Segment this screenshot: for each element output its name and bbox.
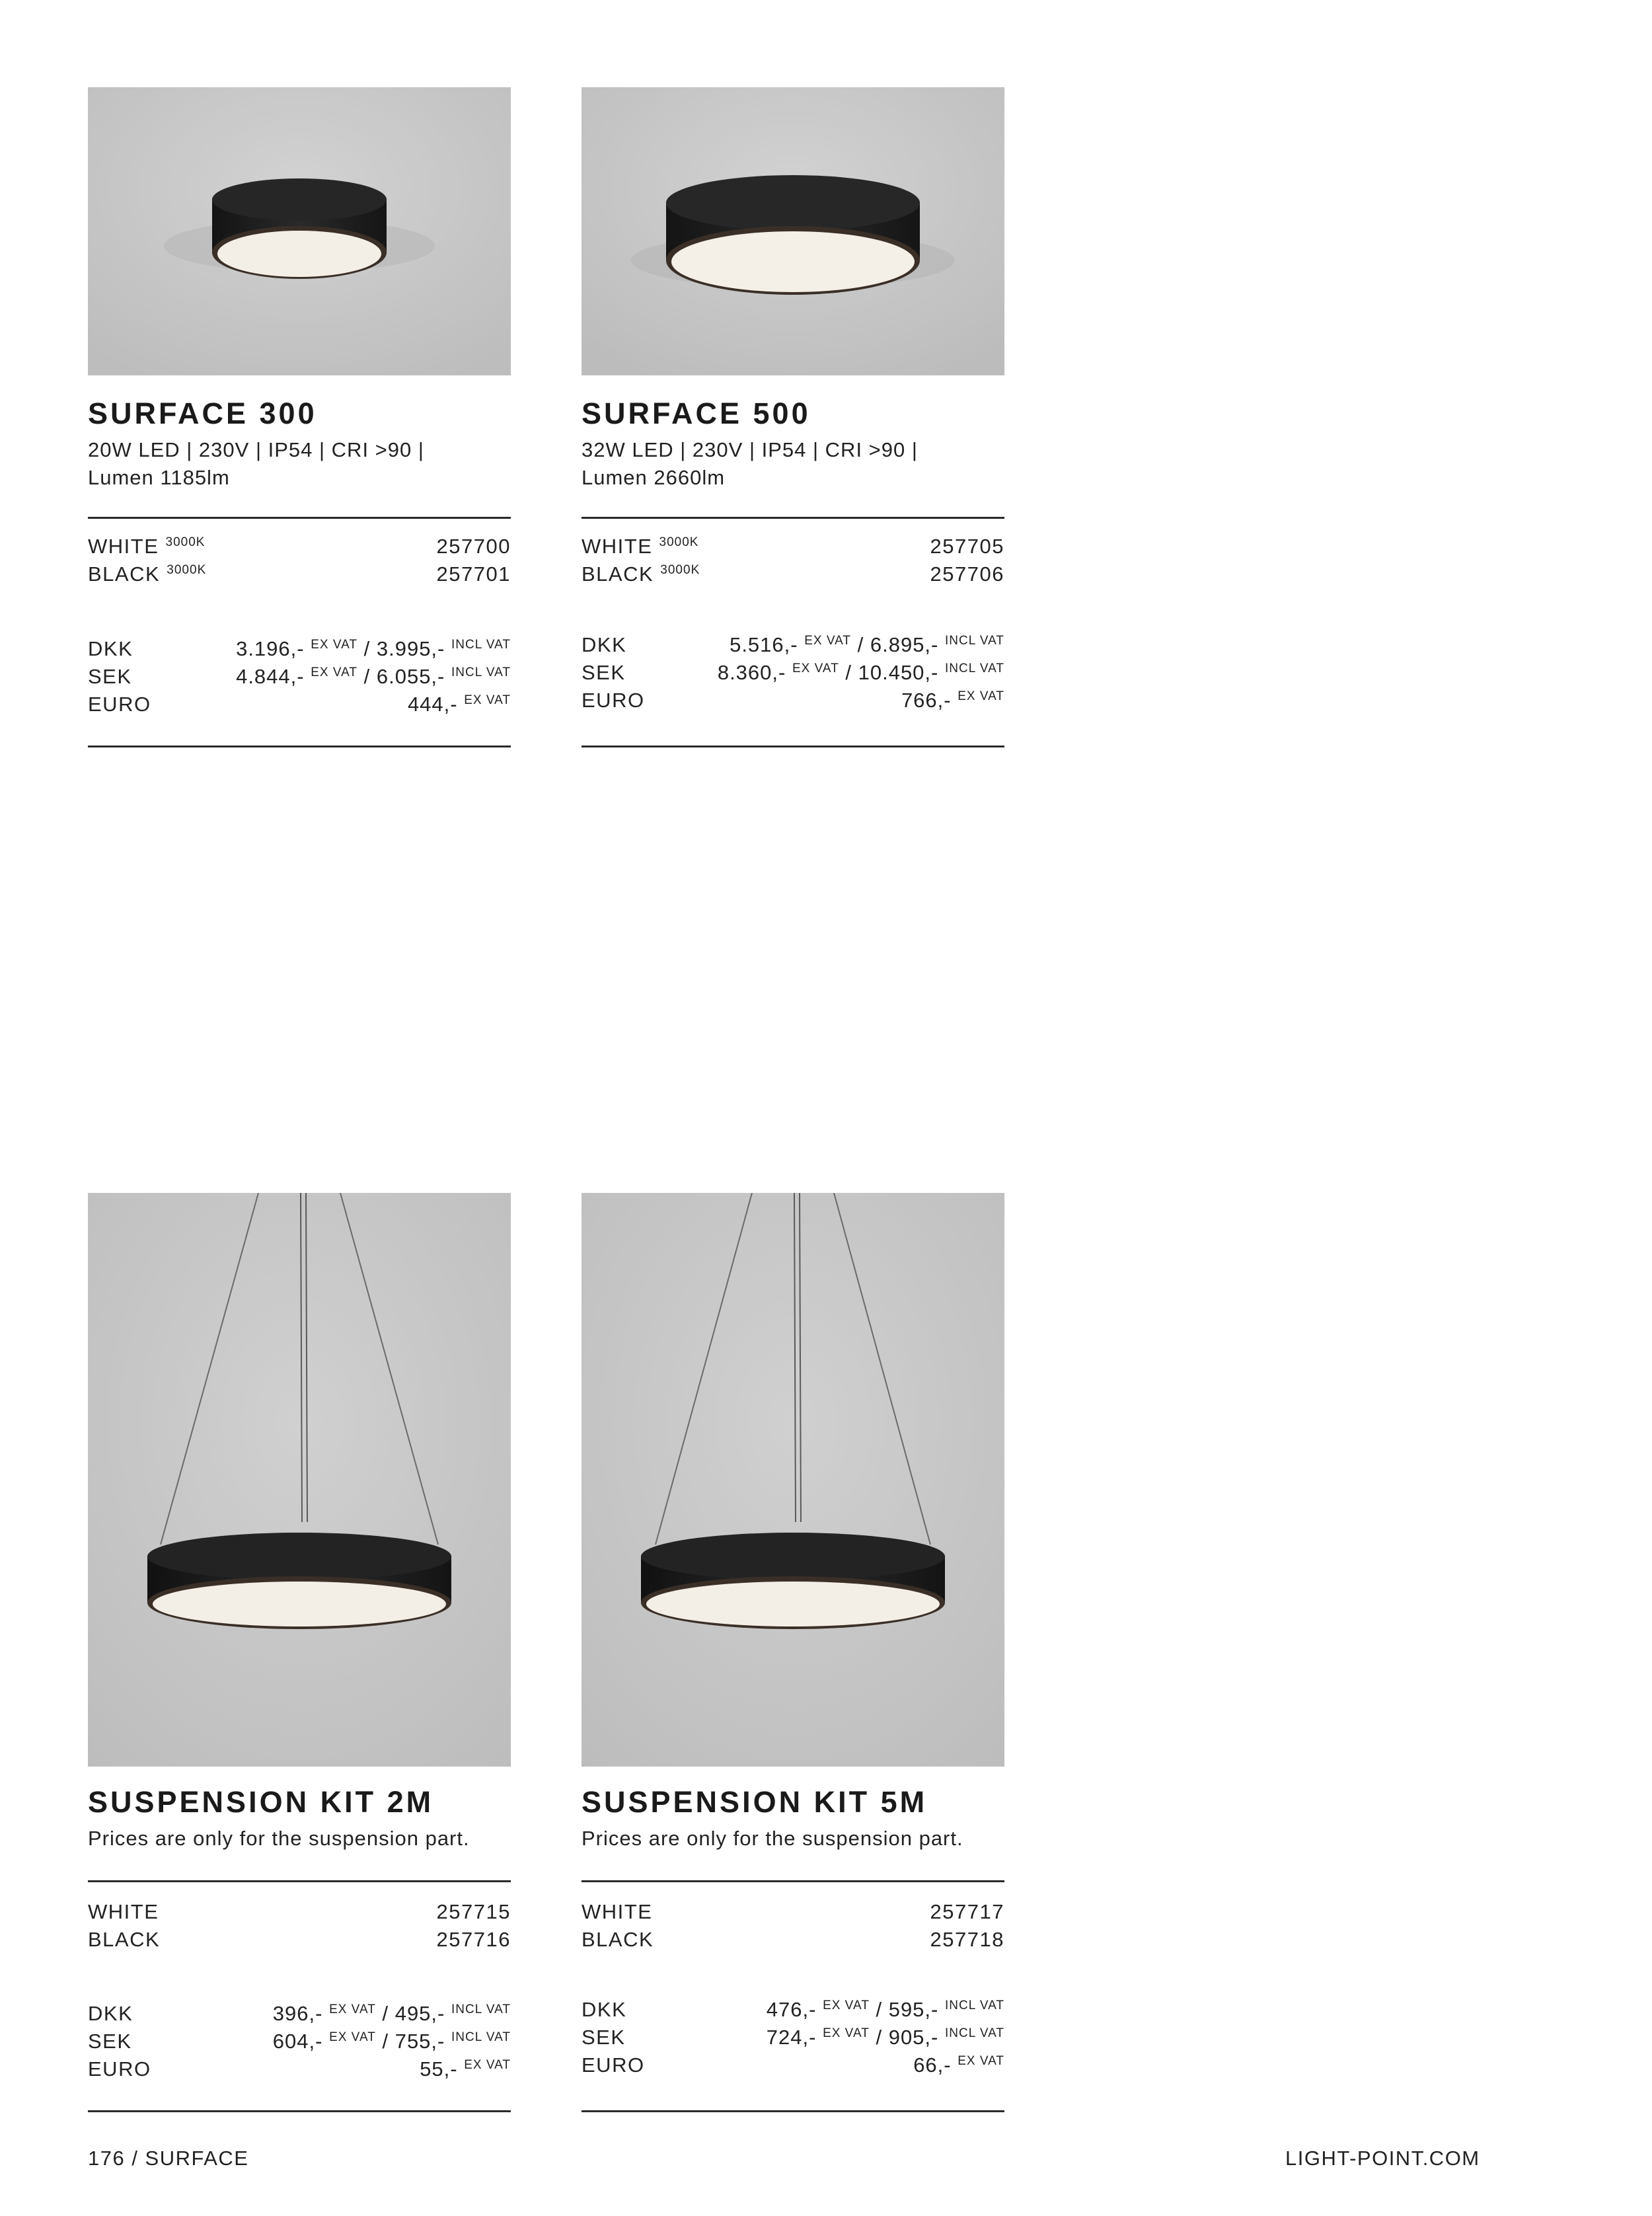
variant-row-white [582,1900,1004,1928]
price-row-euro [582,689,1004,716]
price-row-dkk [582,1998,1004,2026]
incl-vat-tag: INCL VAT [945,1999,1004,2012]
currency-label: DKK [582,1998,627,2021]
price-row-dkk [88,2002,511,2030]
variant-list [582,535,1004,590]
price-incl-vat: 6.895,- [870,633,939,656]
price-row-sek [582,661,1004,689]
variant-row-white [582,535,1004,562]
divider [88,517,511,519]
price-ex-vat: 604,- [272,2030,323,2053]
price-incl-vat: 595,- [888,1998,939,2021]
price-row-sek [582,2026,1004,2053]
price-incl-vat: 10.450,- [858,661,939,684]
price-ex-vat: 55,- [420,2057,458,2081]
ex-vat-tag: EX VAT [792,662,839,675]
incl-vat-tag: INCL VAT [451,2003,511,2016]
product-title: SUSPENSION KIT 2M [88,1785,434,1819]
product-card-surface-500 [582,87,1004,712]
divider [582,745,1004,747]
ex-vat-tag: EX VAT [823,2026,870,2040]
ex-vat-tag: EX VAT [329,2030,376,2044]
ex-vat-tag: EX VAT [804,634,851,648]
price-ex-vat: 4.844,- [236,665,305,688]
currency-label: SEK [582,661,626,684]
price-separator: / [876,2026,883,2049]
product-photo-surface-500 [582,87,1004,375]
price-row-dkk [88,637,511,665]
page-number: 176 / SURFACE [88,2147,249,2170]
product-photo-suspension-kit-5m [582,1193,1004,1767]
variant-color: WHITE [88,535,159,558]
product-specs [88,1825,511,1853]
price-separator: / [363,665,371,688]
item-number: 257705 [930,535,1004,558]
currency-label: DKK [582,633,627,656]
currency-label: EURO [582,689,645,712]
product-title: SURFACE 500 [582,397,811,430]
product-title: SURFACE 300 [88,397,317,430]
specs-line: Prices are only for the suspension part. [88,1827,470,1850]
price-ex-vat: 766,- [901,689,952,712]
price-list [88,637,511,720]
incl-vat-tag: INCL VAT [451,2030,511,2044]
price-ex-vat: 396,- [272,2002,323,2025]
ex-vat-tag: EX VAT [823,1999,870,2012]
product-card-surface-300 [88,87,511,716]
price-separator: / [382,2030,389,2053]
divider [582,1880,1004,1882]
incl-vat-tag: INCL VAT [945,662,1004,675]
specs-line: Lumen 1185lm [88,466,230,489]
currency-label: EURO [88,693,151,716]
variant-color: WHITE [582,1900,653,1923]
price-row-euro [88,693,511,720]
ex-vat-tag: EX VAT [957,689,1004,703]
price-ex-vat: 8.360,- [717,661,786,684]
item-number: 257718 [930,1928,1004,1951]
currency-label: DKK [88,637,133,660]
specs-line: Lumen 2660lm [582,466,726,489]
incl-vat-tag: INCL VAT [451,666,511,679]
variant-row-black [88,1928,511,1956]
price-ex-vat: 5.516,- [730,633,798,656]
price-ex-vat: 724,- [766,2026,817,2049]
divider [88,2110,511,2112]
variant-cct: 3000K [660,563,700,577]
ex-vat-tag: EX VAT [311,666,357,679]
item-number: 257700 [436,535,511,558]
variant-color: WHITE [88,1900,159,1923]
divider [88,1880,511,1882]
variant-color: BLACK [582,1928,654,1951]
variant-row-white [88,535,511,562]
specs-line: 20W LED | 230V | IP54 | CRI >90 | [88,438,424,461]
currency-label: EURO [582,2053,645,2077]
ex-vat-tag: EX VAT [311,638,357,652]
price-separator: / [363,637,371,660]
variant-cct: 3000K [165,535,206,549]
price-incl-vat: 495,- [394,2002,445,2025]
price-separator: / [382,2002,389,2025]
price-row-dkk [582,633,1004,661]
price-ex-vat: 66,- [913,2053,952,2077]
currency-label: SEK [88,2030,132,2053]
price-ex-vat: 444,- [407,693,458,716]
product-title: SUSPENSION KIT 5M [582,1785,928,1819]
variant-row-black [582,562,1004,590]
price-incl-vat: 6.055,- [376,665,445,688]
ex-vat-tag: EX VAT [464,693,511,707]
product-specs [88,436,511,492]
product-photo-suspension-kit-2m [88,1193,511,1767]
divider [582,2110,1004,2112]
currency-label: SEK [88,665,132,688]
item-number: 257706 [930,562,1004,586]
variant-color: BLACK [88,1928,161,1951]
price-row-euro [88,2057,511,2085]
item-number: 257717 [930,1900,1004,1923]
product-photo-surface-300 [88,87,511,375]
product-card-suspension-kit-5m [582,1193,1004,2077]
website-link[interactable]: LIGHT-POINT.COM [1285,2147,1480,2170]
price-row-sek [88,2030,511,2057]
variant-row-black [582,1928,1004,1956]
currency-label: SEK [582,2026,626,2049]
variant-cct: 3000K [167,563,207,577]
variant-list [582,1900,1004,1956]
divider [88,745,511,747]
incl-vat-tag: INCL VAT [945,634,1004,648]
price-incl-vat: 755,- [394,2030,445,2053]
price-ex-vat: 476,- [766,1998,817,2021]
price-list [582,1998,1004,2081]
price-separator: / [857,633,864,656]
incl-vat-tag: INCL VAT [451,638,511,652]
price-ex-vat: 3.196,- [236,637,305,660]
variant-list [88,1900,511,1956]
price-incl-vat: 3.995,- [376,637,445,660]
price-separator: / [845,661,852,684]
variant-cct: 3000K [659,535,699,549]
incl-vat-tag: INCL VAT [945,2026,1004,2040]
variant-color: WHITE [582,535,653,558]
price-row-euro [582,2053,1004,2081]
item-number: 257715 [436,1900,511,1923]
specs-line: Prices are only for the suspension part. [582,1827,963,1850]
price-separator: / [876,1998,883,2021]
item-number: 257701 [436,562,511,586]
item-number: 257716 [436,1928,511,1951]
product-card-suspension-kit-2m [88,1193,511,2081]
ex-vat-tag: EX VAT [464,2058,511,2072]
ex-vat-tag: EX VAT [957,2054,1004,2068]
variant-list [88,535,511,590]
price-list [582,633,1004,716]
variant-color: BLACK [582,562,654,586]
currency-label: EURO [88,2057,151,2081]
variant-row-black [88,562,511,590]
currency-label: DKK [88,2002,133,2025]
specs-line: 32W LED | 230V | IP54 | CRI >90 | [582,438,918,461]
product-specs [582,1825,1004,1853]
variant-color: BLACK [88,562,161,586]
divider [582,517,1004,519]
product-specs [582,436,1004,492]
variant-row-white [88,1900,511,1928]
ex-vat-tag: EX VAT [329,2003,376,2016]
price-row-sek [88,665,511,693]
price-incl-vat: 905,- [888,2026,939,2049]
price-list [88,2002,511,2085]
